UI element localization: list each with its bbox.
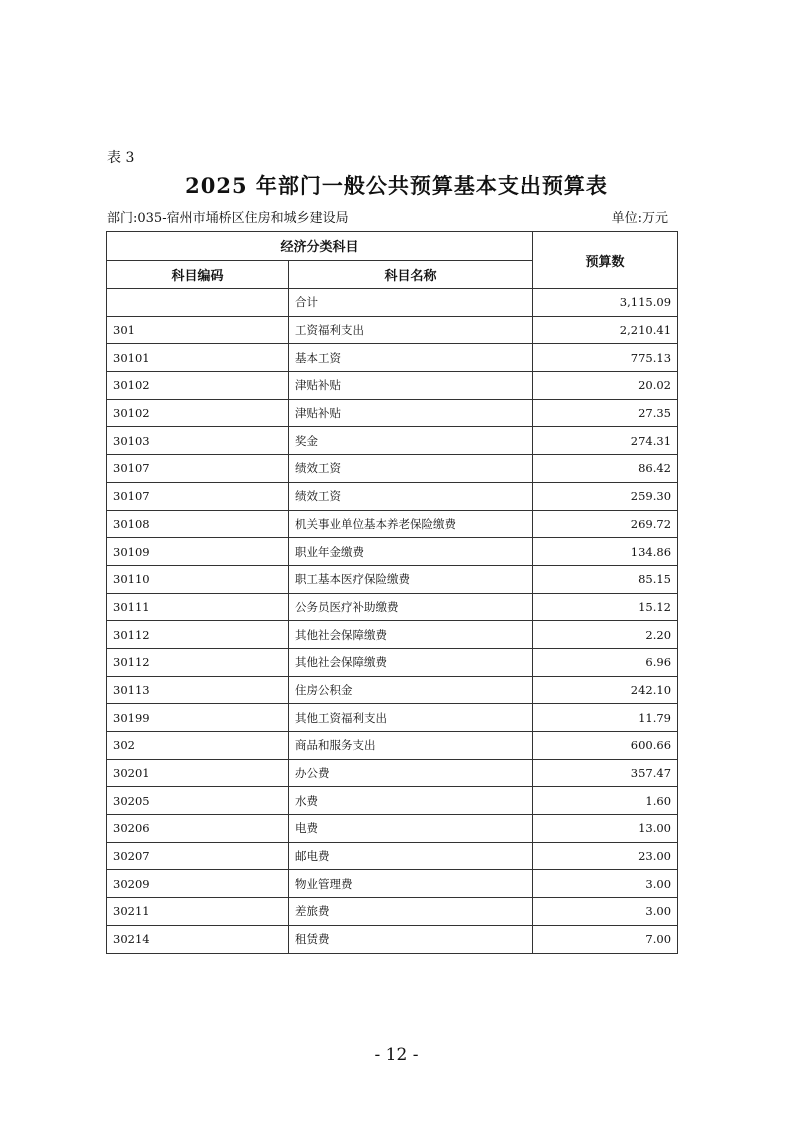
table-body [107, 289, 678, 954]
code-cell: 30112 [107, 621, 289, 649]
table-row [107, 455, 678, 483]
name-cell: 电费 [289, 815, 533, 843]
name-cell: 奖金 [289, 427, 533, 455]
table-row [107, 565, 678, 593]
amount-cell: 86.42 [533, 455, 678, 483]
code-cell: 30211 [107, 898, 289, 926]
amount-cell: 15.12 [533, 593, 678, 621]
name-cell: 合计 [289, 289, 533, 317]
table-row [107, 316, 678, 344]
amount-cell: 3.00 [533, 898, 678, 926]
amount-cell: 13.00 [533, 815, 678, 843]
table-row [107, 510, 678, 538]
code-cell: 30201 [107, 759, 289, 787]
amount-cell: 11.79 [533, 704, 678, 732]
code-cell: 30102 [107, 399, 289, 427]
code-cell: 30113 [107, 676, 289, 704]
table-row [107, 289, 678, 317]
code-cell: 30108 [107, 510, 289, 538]
unit-label: 单位:万元 [611, 211, 668, 226]
code-cell: 302 [107, 732, 289, 760]
amount-cell: 269.72 [533, 510, 678, 538]
amount-cell: 3,115.09 [533, 289, 678, 317]
table-row [107, 898, 678, 926]
code-cell: 30101 [107, 344, 289, 372]
amount-cell: 357.47 [533, 759, 678, 787]
name-cell: 物业管理费 [289, 870, 533, 898]
column-header-name: 科目名称 [289, 260, 533, 289]
name-cell: 住房公积金 [289, 676, 533, 704]
table-row [107, 621, 678, 649]
code-cell: 30110 [107, 565, 289, 593]
name-cell: 机关事业单位基本养老保险缴费 [289, 510, 533, 538]
table-row [107, 815, 678, 843]
amount-cell: 242.10 [533, 676, 678, 704]
code-cell: 30199 [107, 704, 289, 732]
table-row [107, 538, 678, 566]
amount-cell: 7.00 [533, 925, 678, 953]
code-cell: 30207 [107, 842, 289, 870]
name-cell: 绩效工资 [289, 455, 533, 483]
name-cell: 邮电费 [289, 842, 533, 870]
column-header-code: 科目编码 [107, 260, 289, 289]
amount-cell: 6.96 [533, 648, 678, 676]
amount-cell: 23.00 [533, 842, 678, 870]
table-row [107, 842, 678, 870]
name-cell: 基本工资 [289, 344, 533, 372]
budget-table [106, 231, 678, 954]
group-header-economic-classification: 经济分类科目 [107, 232, 533, 261]
table-row [107, 676, 678, 704]
amount-cell: 600.66 [533, 732, 678, 760]
amount-cell: 134.86 [533, 538, 678, 566]
name-cell: 工资福利支出 [289, 316, 533, 344]
table-row [107, 925, 678, 953]
table-header [107, 232, 678, 289]
amount-cell: 274.31 [533, 427, 678, 455]
table-row [107, 704, 678, 732]
name-cell: 其他社会保障缴费 [289, 648, 533, 676]
page-number: - 12 - [374, 1045, 419, 1065]
name-cell: 职工基本医疗保险缴费 [289, 565, 533, 593]
amount-cell: 775.13 [533, 344, 678, 372]
table-label: 表 3 [107, 150, 135, 166]
name-cell: 津贴补贴 [289, 372, 533, 400]
code-cell: 30107 [107, 482, 289, 510]
table-row [107, 648, 678, 676]
code-cell: 30107 [107, 455, 289, 483]
table-row [107, 787, 678, 815]
name-cell: 绩效工资 [289, 482, 533, 510]
amount-cell: 1.60 [533, 787, 678, 815]
table-row [107, 593, 678, 621]
name-cell: 水费 [289, 787, 533, 815]
table-row [107, 482, 678, 510]
name-cell: 商品和服务支出 [289, 732, 533, 760]
table-row [107, 732, 678, 760]
name-cell: 办公费 [289, 759, 533, 787]
code-cell: 30209 [107, 870, 289, 898]
table-row [107, 759, 678, 787]
code-cell: 30109 [107, 538, 289, 566]
name-cell: 津贴补贴 [289, 399, 533, 427]
code-cell: 301 [107, 316, 289, 344]
name-cell: 其他社会保障缴费 [289, 621, 533, 649]
name-cell: 公务员医疗补助缴费 [289, 593, 533, 621]
code-cell [107, 289, 289, 317]
amount-cell: 27.35 [533, 399, 678, 427]
column-header-budget-amount: 预算数 [533, 232, 678, 289]
code-cell: 30112 [107, 648, 289, 676]
table-row [107, 427, 678, 455]
code-cell: 30102 [107, 372, 289, 400]
name-cell: 差旅费 [289, 898, 533, 926]
name-cell: 职业年金缴费 [289, 538, 533, 566]
table-row [107, 372, 678, 400]
amount-cell: 2,210.41 [533, 316, 678, 344]
table-row [107, 344, 678, 372]
code-cell: 30206 [107, 815, 289, 843]
name-cell: 租赁费 [289, 925, 533, 953]
amount-cell: 259.30 [533, 482, 678, 510]
department-label: 部门:035-宿州市埇桥区住房和城乡建设局 [107, 211, 349, 226]
amount-cell: 3.00 [533, 870, 678, 898]
code-cell: 30103 [107, 427, 289, 455]
table-row [107, 399, 678, 427]
document-title: 2025 年部门一般公共预算基本支出预算表 [185, 173, 608, 198]
table-row [107, 870, 678, 898]
amount-cell: 20.02 [533, 372, 678, 400]
amount-cell: 2.20 [533, 621, 678, 649]
code-cell: 30214 [107, 925, 289, 953]
amount-cell: 85.15 [533, 565, 678, 593]
code-cell: 30111 [107, 593, 289, 621]
name-cell: 其他工资福利支出 [289, 704, 533, 732]
code-cell: 30205 [107, 787, 289, 815]
